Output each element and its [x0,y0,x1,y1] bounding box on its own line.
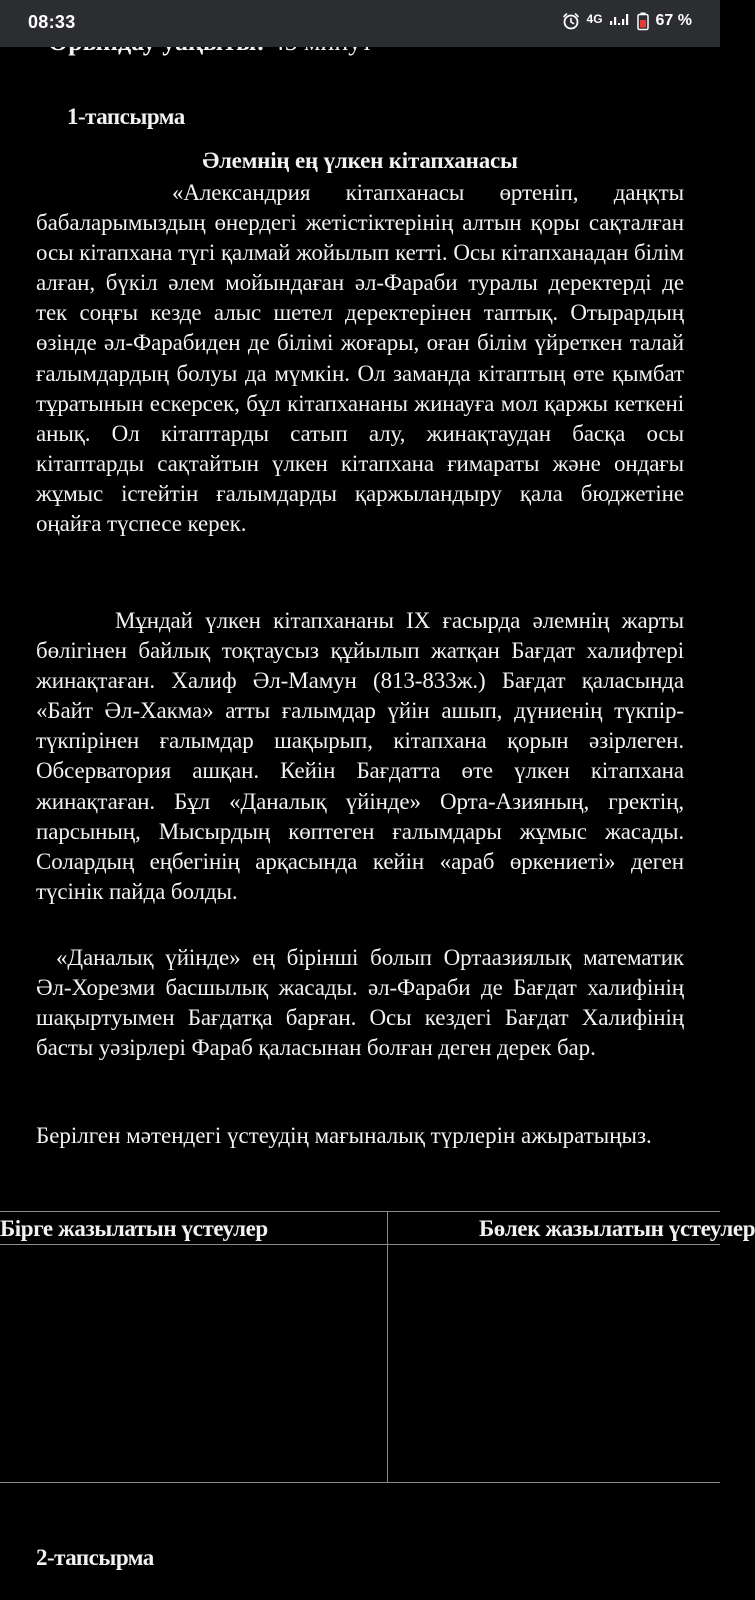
signal-icon [610,13,630,29]
paragraph-2: Мұндай үлкен кітапхананы IX ғасырда әлемнің жарты бөлігінен байлық тоқтаусыз құйылып жатқан Бағдат халифтері жинақтаған. Халиф Әл-Мамун (813-833ж.) Бағдат қаласында «Байт Әл-Хакма» атты ғалымдар үйін ашып, дүниенің түкпір-түкпірінен ғалымдар шақырып, кітапхана қорын әзірлеген. Обсерватория ашқан. Кейін Бағдатта өте үлкен кітапхана жинақтаған. Бұл «Даналық үйінде» Орта-Азияның, гректің, парсының, Мысырдың көптеген ғалымдары жұмыс жасады. Солардың еңбегінің арқасында кейін «араб өркениеті» деген түсінік пайда болды. [36,608,684,904]
table-header-joined-adverbs: Бірге жазылатын үстеулер [0,1216,268,1241]
task1-heading: 1-тапсырма [67,104,185,129]
article-title: Әлемнің ең үлкен кітапханасы [202,148,518,173]
table-top-border [0,1211,720,1212]
table-bottom-border [0,1482,720,1483]
battery-icon [637,12,649,30]
task1-question: Берілген мәтендегі үстеудің мағыналық түрлерін ажыратыңыз. [36,1123,652,1148]
network-type: 4G [586,12,603,26]
table-cell-separate-adverbs[interactable] [388,1245,720,1482]
table-header-separate-adverbs: Бөлек жазылатын үстеулер [479,1216,755,1241]
paragraph-1: «Александрия кітапханасы өртеніп, даңқты бабаларымыздың өнердегі жетістіктерінің алтын қоры сақталған осы кітапхана түгі қалмай жойылып кетті. Осы кітапханадан білім алған, бүкіл әлем мойындаған әл-Фараби туралы деректерді де тек соңғы кезде алыс шетел деректерінен таптық. Отырардың өзінде әл-Фарабиден де білімі жоғары, оған білім үйреткен талай ғалымдардың болуы да мүмкін. Ол заманда кітаптың өте қымбат тұратынын ескерсек, бұл кітапхананы жинауға мол қаржы кеткені анық. Ол кітаптарды сатып алу, жинақтаудан басқа осы кітаптарды сақтайтын үлкен кітапхана ғимараты және ондағы жұмыс істейтін ғалымдарды қаржыландыру қала бюджетіне оңайға түспесе керек. [36,180,684,537]
status-time: 08:33 [28,12,76,32]
status-bar [0,0,720,47]
battery-percent: 67 % [655,12,692,29]
alarm-icon [562,12,580,30]
status-icons [562,12,692,30]
table-cell-joined-adverbs[interactable] [0,1245,387,1482]
task2-heading: 2-тапсырма [36,1545,154,1570]
paragraph-3: «Даналық үйінде» ең бірінші болып Ортаазиялық математик Әл-Хорезми басшылық жасады. әл-Фараби де Бағдат халифінің шақыртуымен Бағдатқа барған. Осы кездегі Бағдат Халифінің басты уәзірлері Фараб қаласынан болған деген дерек бар. [36,945,684,1061]
